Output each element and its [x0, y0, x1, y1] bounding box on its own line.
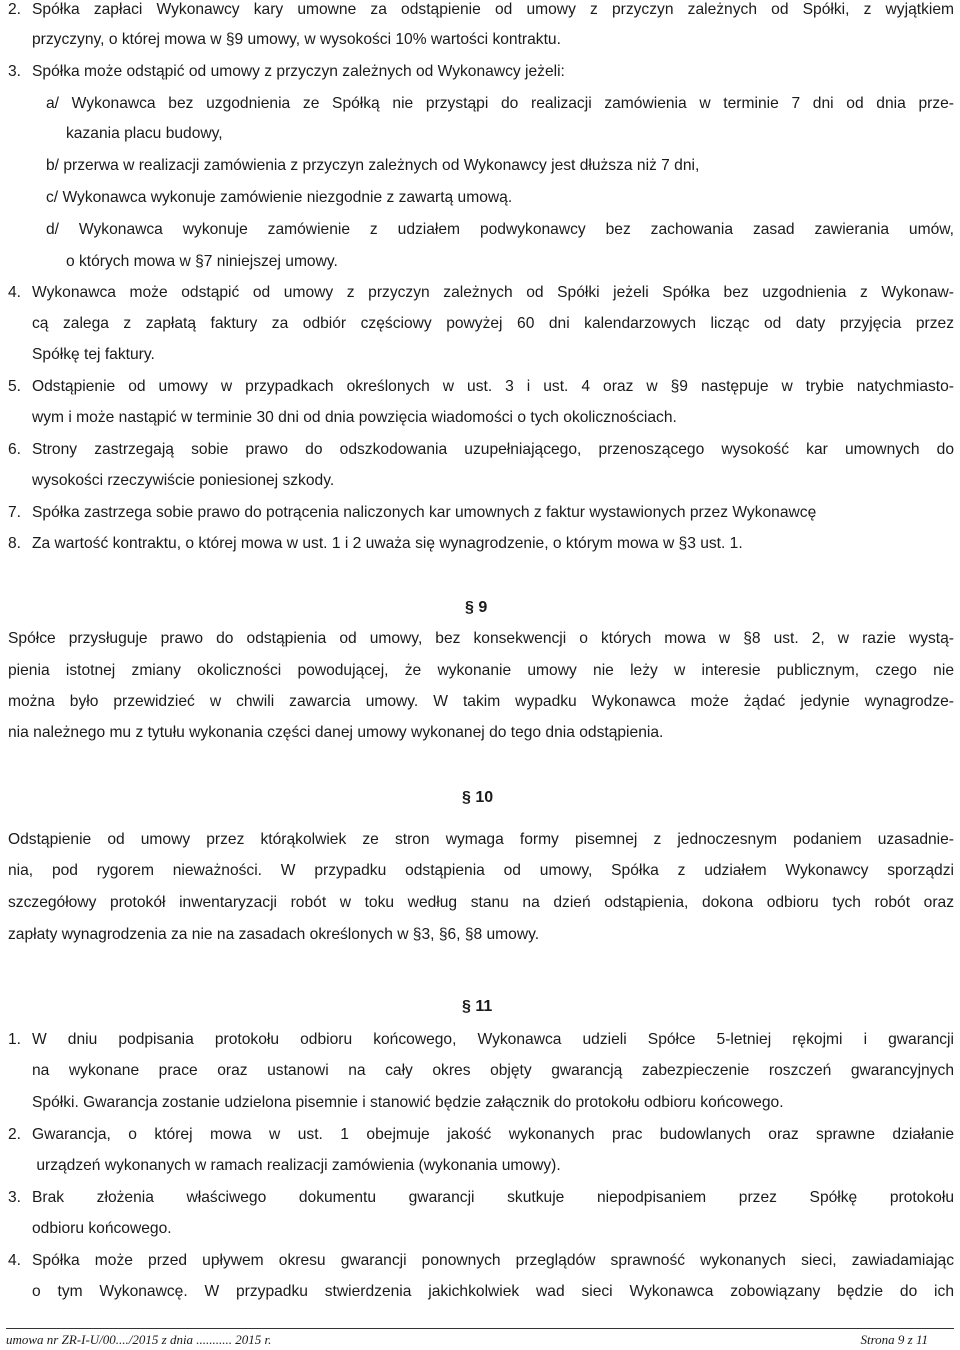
- paragraph-line: wym i może nastąpić w terminie 30 dni od dnia powzięcia wiadomości o tych okolicznościach.: [32, 409, 677, 426]
- item-number: 1.: [8, 1031, 22, 1048]
- paragraph-line: urządzeń wykonanych w ramach realizacji zamówienia (wykonania umowy).: [32, 1157, 561, 1174]
- footer-divider: [6, 1328, 954, 1329]
- paragraph-line: wysokości rzeczywiście poniesionej szkody.: [32, 472, 335, 489]
- paragraph-line: nia, pod rygorem nieważności. W przypadku odstąpienia od umowy, Spółka z udziałem Wykonawcy sporządzi: [8, 862, 954, 879]
- section-heading: § 11: [462, 998, 493, 1015]
- item-number: 8.: [8, 535, 22, 552]
- paragraph-line: Odstąpienie od umowy przez którąkolwiek ze stron wymaga formy pisemnej z jednoczesnym podaniem uzasadnie-: [8, 831, 954, 848]
- item-number: 2.: [8, 1126, 22, 1143]
- footer-contract-ref: umowa nr ZR-I-U/00..../2015 z dnia ........... 2015 r.: [6, 1332, 272, 1347]
- subitem-line: kazania placu budowy,: [66, 125, 223, 142]
- page-footer: [0, 1328, 960, 1350]
- section-heading: § 9: [465, 599, 488, 616]
- paragraph-line: zapłaty wynagrodzenia za nie na zasadach określonych w §3, §6, §8 umowy.: [8, 926, 540, 943]
- subitem-line: d/ Wykonawca wykonuje zamówienie z udziałem podwykonawcy bez zachowania zasad zawierania umów,: [46, 221, 954, 238]
- paragraph-line: Spółce przysługuje prawo do odstąpienia od umowy, bez konsekwencji o których mowa w §8 ust. 2, w razie wystą-: [8, 630, 954, 647]
- paragraph-line: nia należnego mu z tytułu wykonania części danej umowy wykonanej do tego dnia odstąpienia.: [8, 724, 664, 741]
- paragraph-line: Odstąpienie od umowy w przypadkach określonych w ust. 3 i ust. 4 oraz w §9 następuje w trybie natychmiasto-: [32, 378, 954, 395]
- paragraph-line: W dniu podpisania protokołu odbioru końcowego, Wykonawca udzieli Spółce 5-letniej rękojmi i gwarancji: [32, 1031, 954, 1048]
- paragraph-line: Za wartość kontraktu, o której mowa w ust. 1 i 2 uważa się wynagrodzenie, o którym mowa w §3 ust. 1.: [32, 535, 743, 552]
- subitem-line: a/ Wykonawca bez uzgodnienia ze Spółką nie przystąpi do realizacji zamówienia w terminie 7 dni od dnia prze-: [46, 95, 954, 112]
- item-number: 2.: [8, 1, 22, 18]
- paragraph-line: pienia istotnej zmiany okoliczności powodującej, że wykonanie umowy nie leży w interesie publicznym, czego nie: [8, 662, 954, 679]
- paragraph-line: Spółka może przed upływem okresu gwarancji ponownych przeglądów sprawność wykonanych sieci, zawiadamiając: [32, 1252, 954, 1269]
- paragraph-line: Spółka zapłaci Wykonawcy kary umowne za odstąpienie od umowy z przyczyn zależnych od Spółki, z wyjątkiem: [32, 1, 954, 18]
- item-number: 3.: [8, 63, 22, 80]
- paragraph-line: Strony zastrzegają sobie prawo do odszkodowania uzupełniającego, przenoszącego wysokość kar umownych do: [32, 441, 954, 458]
- paragraph-line: Spółka zastrzega sobie prawo do potrącenia naliczonych kar umownych z faktur wystawionych przez Wykonawcę: [32, 504, 817, 521]
- footer-page-number: Strona 9 z 11: [860, 1332, 928, 1347]
- subitem-line: c/ Wykonawca wykonuje zamówienie niezgodnie z zawartą umową.: [46, 189, 513, 206]
- paragraph-line: odbioru końcowego.: [32, 1220, 172, 1237]
- item-number: 7.: [8, 504, 22, 521]
- item-number: 6.: [8, 441, 22, 458]
- paragraph-line: na wykonane prace oraz ustanowi na cały okres objęty gwarancją zabezpieczenie roszczeń gwarancyjnych: [32, 1062, 954, 1079]
- item-number: 4.: [8, 284, 22, 301]
- paragraph-line: o tym Wykonawcę. W przypadku stwierdzenia jakichkolwiek wad sieci Wykonawca zobowiązany będzie do ich: [32, 1283, 954, 1300]
- paragraph-line: Spółkę tej faktury.: [32, 346, 155, 363]
- paragraph-line: Spółka może odstąpić od umowy z przyczyn zależnych od Wykonawcy jeżeli:: [32, 63, 565, 80]
- item-number: 3.: [8, 1189, 22, 1206]
- paragraph-line: cą zalega z zapłatą faktury za odbiór częściowy powyżej 60 dni kalendarzowych licząc od daty przyjęcia przez: [32, 315, 954, 332]
- paragraph-line: przyczyny, o której mowa w §9 umowy, w wysokości 10% wartości kontraktu.: [32, 31, 561, 48]
- section-heading: § 10: [462, 789, 494, 806]
- item-number: 5.: [8, 378, 22, 395]
- subitem-line: b/ przerwa w realizacji zamówienia z przyczyn zależnych od Wykonawcy jest dłuższa niż 7 dni,: [46, 157, 700, 174]
- paragraph-line: można było przewidzieć w chwili zawarcia umowy. W takim wypadku Wykonawca może żądać jedynie wynagrodze-: [8, 693, 954, 710]
- paragraph-line: Wykonawca może odstąpić od umowy z przyczyn zależnych od Spółki jeżeli Spółka bez uzgodnienia z Wykonaw-: [32, 284, 954, 301]
- paragraph-line: Brak złożenia właściwego dokumentu gwarancji skutkuje niepodpisaniem przez Spółkę protokołu: [32, 1189, 954, 1206]
- paragraph-line: Spółki. Gwarancja zostanie udzielona pisemnie i stanowić będzie załącznik do protokołu odbioru końcowego.: [32, 1094, 784, 1111]
- item-number: 4.: [8, 1252, 22, 1269]
- subitem-line: o których mowa w §7 niniejszej umowy.: [66, 253, 338, 270]
- paragraph-line: Gwarancja, o której mowa w ust. 1 obejmuje jakość wykonanych prac budowlanych oraz sprawne działanie: [32, 1126, 954, 1143]
- paragraph-line: szczegółowy protokół inwentaryzacji robót w toku według stanu na dzień odstąpienia, dokona odbioru tych robót oraz: [8, 894, 954, 911]
